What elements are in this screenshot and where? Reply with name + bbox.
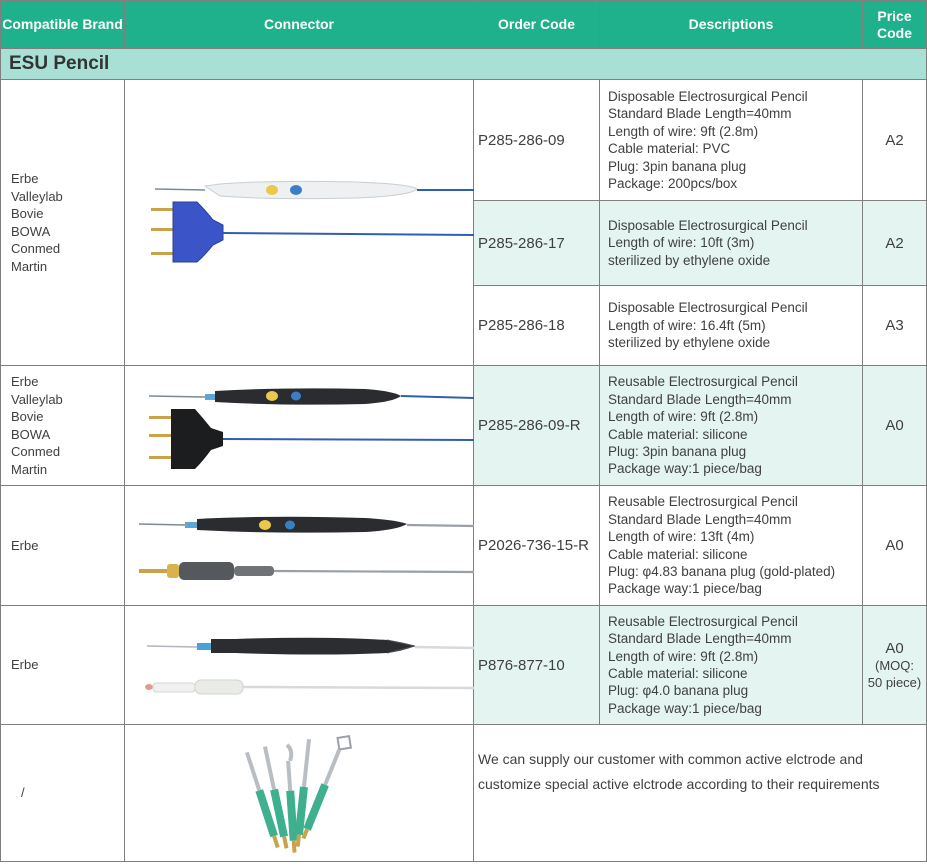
price-code (863, 606, 927, 725)
description-line: Plug: 3pin banana plug (608, 158, 747, 174)
product-description (600, 366, 863, 486)
brand-name: Valleylab (11, 391, 63, 407)
description-line: Length of wire: 9ft (2.8m) (608, 409, 759, 425)
electrode-note (474, 725, 927, 862)
brand-list: / (1, 725, 125, 862)
description-line: Disposable Electrosurgical Pencil (608, 88, 808, 104)
product-description (600, 285, 863, 365)
brand-list (1, 606, 125, 725)
brand-name: Erbe (11, 537, 39, 553)
description-line: Package way:1 piece/bag (608, 700, 762, 716)
product-image-gold-plug-pencil (125, 486, 474, 606)
header-descriptions: Descriptions (600, 1, 863, 49)
brand-name: Erbe (11, 171, 39, 186)
product-image-electrodes (125, 725, 474, 862)
description-line: Package: 200pcs/box (608, 176, 738, 192)
brand-name: BOWA (11, 426, 51, 442)
brand-name: Valleylab (11, 188, 63, 204)
description-line: Plug: φ4.83 banana plug (gold-plated) (608, 563, 836, 579)
description-line: Cable material: silicone (608, 546, 748, 562)
description-line: Length of wire: 13ft (4m) (608, 529, 755, 545)
brand-name: Bovie (11, 206, 44, 221)
description-line: Reusable Electrosurgical Pencil (608, 613, 798, 629)
description-line: Length of wire: 9ft (2.8m) (608, 648, 759, 664)
order-code: P876-877-10 (474, 606, 600, 725)
brand-name: Martin (11, 461, 48, 477)
description-line: Standard Blade Length=40mm (608, 511, 792, 527)
order-code: P2026-736-15-R (474, 486, 600, 606)
price-code: A0 (863, 366, 927, 486)
moq-note: (MOQ: (875, 657, 914, 673)
price-code: A0 (863, 486, 927, 606)
price-code-value: A0 (885, 639, 904, 657)
product-image-white-cable-pencil (125, 606, 474, 725)
order-code: P285-286-09 (474, 80, 600, 201)
table-row (1, 80, 927, 201)
product-description (600, 201, 863, 285)
note-line: We can supply our customer with common active elctrode and (478, 751, 863, 767)
description-line: sterilized by ethylene oxide (608, 252, 771, 268)
description-line: Standard Blade Length=40mm (608, 391, 792, 407)
brand-name: BOWA (11, 223, 51, 239)
product-description (600, 80, 863, 201)
brand-name: Erbe (11, 374, 39, 389)
description-line: Package way:1 piece/bag (608, 461, 762, 477)
product-description (600, 486, 863, 606)
table-row (1, 606, 927, 725)
description-line: Cable material: silicone (608, 426, 748, 442)
brand-name: Bovie (11, 409, 44, 424)
product-image-disposable-pencil (125, 80, 474, 366)
description-line: Length of wire: 9ft (2.8m) (608, 123, 759, 139)
description-line: Reusable Electrosurgical Pencil (608, 494, 798, 510)
table-row (1, 366, 927, 486)
reusable-pencil-illustration (125, 366, 474, 485)
product-description (600, 606, 863, 725)
order-code: P285-286-18 (474, 285, 600, 365)
header-row (1, 1, 927, 49)
description-line: sterilized by ethylene oxide (608, 335, 771, 351)
header-order-code: Order Code (474, 1, 600, 49)
disposable-pencil-illustration (125, 80, 474, 365)
brand-name: Conmed (11, 241, 61, 256)
brand-list (1, 486, 125, 606)
description-line: Disposable Electrosurgical Pencil (608, 300, 808, 316)
header-brand: Compatible Brand (1, 1, 125, 49)
description-line: Disposable Electrosurgical Pencil (608, 217, 808, 233)
table-row (1, 725, 927, 862)
description-line: Standard Blade Length=40mm (608, 106, 792, 122)
description-line: Cable material: silicone (608, 666, 748, 681)
header-connector: Connector (125, 1, 474, 49)
note-line: customize special active elctrode according to their requirements (478, 776, 880, 792)
price-code: A2 (863, 80, 927, 201)
table-row (1, 486, 927, 606)
brand-name: Conmed (11, 444, 61, 459)
description-line: Plug: 3pin banana plug (608, 443, 747, 459)
brand-list (1, 366, 125, 486)
description-line: Standard Blade Length=40mm (608, 631, 792, 647)
order-code: P285-286-09-R (474, 366, 600, 486)
header-price-code: Price Code (863, 1, 927, 49)
description-line: Length of wire: 10ft (3m) (608, 235, 755, 251)
description-line: Plug: φ4.0 banana plug (608, 683, 749, 699)
description-line: Cable material: PVC (608, 141, 731, 157)
price-code: A3 (863, 285, 927, 365)
description-line: Length of wire: 16.4ft (5m) (608, 317, 766, 333)
description-line: Package way:1 piece/bag (608, 581, 762, 597)
section-title: ESU Pencil (1, 49, 927, 80)
electrodes-illustration (125, 725, 474, 861)
description-line: Reusable Electrosurgical Pencil (608, 374, 798, 390)
white-cable-pencil-illustration (125, 606, 474, 724)
brand-name: Martin (11, 258, 48, 274)
product-image-reusable-pencil (125, 366, 474, 486)
order-code: P285-286-17 (474, 201, 600, 285)
brand-name: Erbe (11, 657, 39, 673)
gold-plug-pencil-illustration (125, 486, 474, 605)
moq-note: 50 piece) (867, 674, 922, 690)
section-row (1, 49, 927, 80)
brand-list (1, 80, 125, 366)
price-code: A2 (863, 201, 927, 285)
